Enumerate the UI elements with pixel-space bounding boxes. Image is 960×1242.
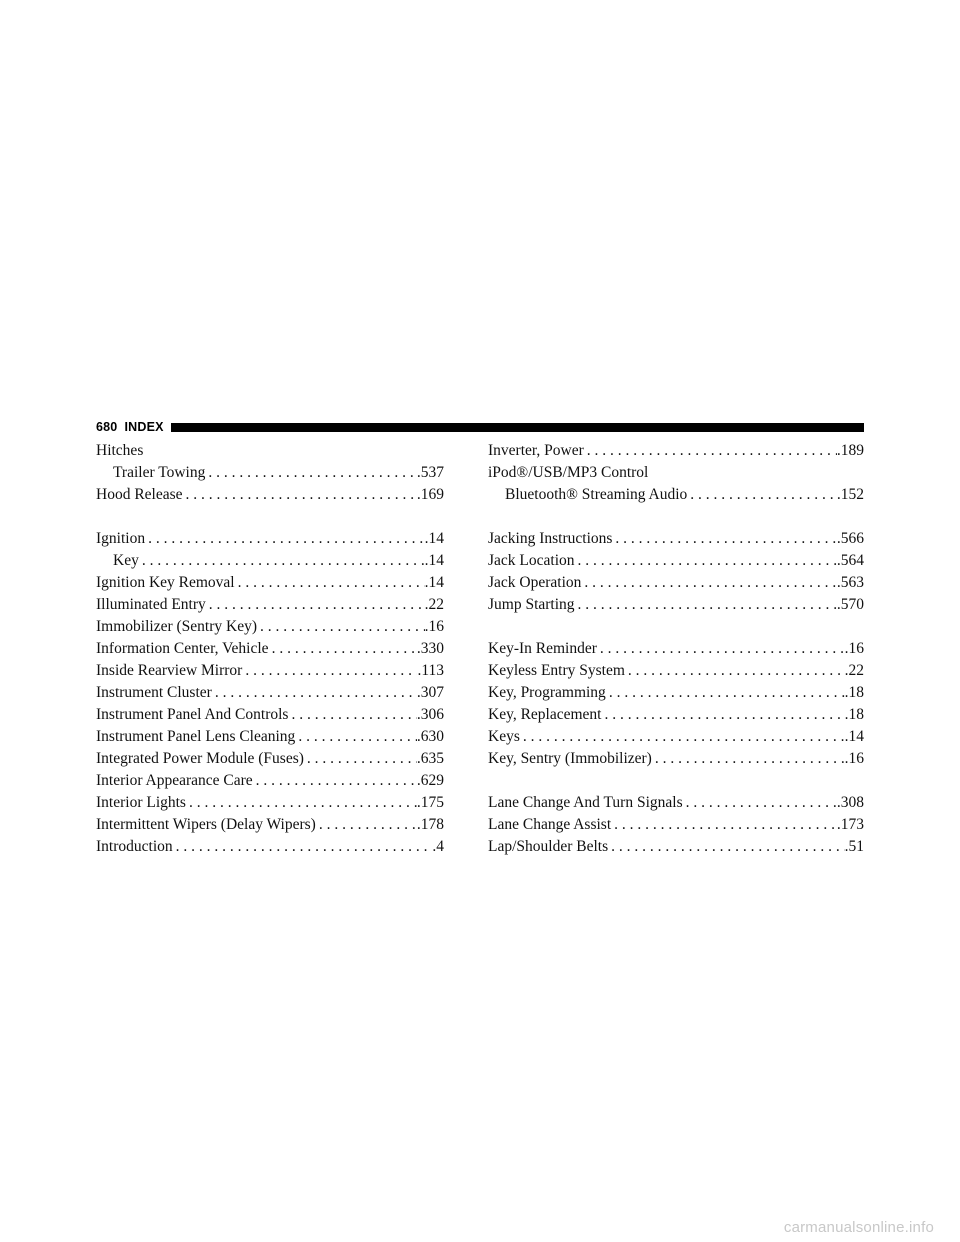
index-page-ref: .16 xyxy=(424,618,444,635)
index-term: Lap/Shoulder Belts xyxy=(488,838,609,855)
dot-leader xyxy=(272,638,417,660)
index-entry xyxy=(96,748,444,770)
index-term: Keys xyxy=(488,728,520,745)
dot-leader xyxy=(148,528,425,550)
dot-leader xyxy=(690,484,837,506)
index-term: iPod®/USB/MP3 Control xyxy=(488,464,649,481)
index-page-ref: .630 xyxy=(416,728,444,745)
index-page-ref: .14 xyxy=(424,552,444,569)
index-page-ref: .307 xyxy=(416,684,444,701)
index-column-left xyxy=(96,440,444,858)
index-term: Instrument Panel Lens Cleaning xyxy=(96,728,296,745)
index-entry xyxy=(488,462,864,484)
index-term: Interior Appearance Care xyxy=(96,772,253,789)
index-term: Instrument Cluster xyxy=(96,684,212,701)
dot-leader xyxy=(655,748,845,770)
index-term: Instrument Panel And Controls xyxy=(96,706,289,723)
index-entry xyxy=(96,572,444,594)
index-term: Jack Operation xyxy=(488,574,582,591)
dot-leader xyxy=(260,616,425,638)
dot-leader xyxy=(578,550,837,572)
watermark: carmanualsonline.info xyxy=(783,1219,934,1236)
index-term: Integrated Power Module (Fuses) xyxy=(96,750,304,767)
index-term: Jack Location xyxy=(488,552,575,569)
index-entry xyxy=(488,726,864,748)
index-spacer xyxy=(488,770,864,792)
index-page-ref: .175 xyxy=(416,794,444,811)
dot-leader xyxy=(604,704,844,726)
index-entry xyxy=(488,682,864,704)
index-entry xyxy=(96,726,444,748)
index-term: Introduction xyxy=(96,838,173,855)
index-term: Key, Replacement xyxy=(488,706,602,723)
index-term: Inside Rearview Mirror xyxy=(96,662,243,679)
index-term: Jump Starting xyxy=(488,596,575,613)
index-page-ref: .178 xyxy=(416,816,444,833)
index-entry xyxy=(96,814,444,836)
index-page-ref: .169 xyxy=(416,486,444,503)
dot-leader xyxy=(176,836,433,858)
dot-leader xyxy=(587,440,837,462)
index-entry xyxy=(488,836,864,858)
index-page-ref: .16 xyxy=(844,750,864,767)
dot-leader xyxy=(578,594,837,616)
index-page-ref: .22 xyxy=(844,662,864,679)
index-entry xyxy=(96,682,444,704)
dot-leader xyxy=(523,726,845,748)
dot-leader xyxy=(319,814,417,836)
index-entry xyxy=(488,792,864,814)
index-page-ref: .14 xyxy=(424,530,444,547)
index-page-ref: .4 xyxy=(432,838,444,855)
index-term: Interior Lights xyxy=(96,794,186,811)
index-entry xyxy=(96,484,444,506)
index-page-ref: .635 xyxy=(416,750,444,767)
dot-leader xyxy=(686,792,837,814)
page-number: 680 xyxy=(96,420,118,434)
index-entry xyxy=(488,572,864,594)
section-title: INDEX xyxy=(124,420,164,434)
index-entry xyxy=(96,440,444,462)
dot-leader xyxy=(611,836,845,858)
index-spacer xyxy=(488,616,864,638)
dot-leader xyxy=(609,682,845,704)
dot-leader xyxy=(238,572,425,594)
index-term: Hitches xyxy=(96,442,144,459)
index-entry xyxy=(488,814,864,836)
index-subentry xyxy=(488,484,864,506)
index-page-ref: .189 xyxy=(836,442,864,459)
index-entry xyxy=(96,770,444,792)
dot-leader xyxy=(186,484,417,506)
dot-leader xyxy=(615,528,836,550)
index-entry xyxy=(488,638,864,660)
index-subentry xyxy=(96,550,444,572)
dot-leader xyxy=(600,638,845,660)
index-subentry xyxy=(96,462,444,484)
index-page-ref: .306 xyxy=(416,706,444,723)
index-entry xyxy=(488,594,864,616)
index-entry xyxy=(96,792,444,814)
index-entry xyxy=(96,660,444,682)
dot-leader xyxy=(584,572,836,594)
index-entry xyxy=(488,550,864,572)
index-term: Key xyxy=(113,552,139,569)
index-term: Hood Release xyxy=(96,486,183,503)
index-spacer xyxy=(96,506,444,528)
dot-leader xyxy=(291,704,416,726)
index-term: Illuminated Entry xyxy=(96,596,206,613)
page-header xyxy=(96,418,864,436)
index-page-ref: .537 xyxy=(416,464,444,481)
index-page-ref: .152 xyxy=(836,486,864,503)
index-entry xyxy=(96,638,444,660)
index-page-ref: .16 xyxy=(844,640,864,657)
index-spacer xyxy=(488,506,864,528)
index-term: Immobilizer (Sentry Key) xyxy=(96,618,257,635)
index-page-ref: .564 xyxy=(836,552,864,569)
dot-leader xyxy=(256,770,417,792)
dot-leader xyxy=(614,814,837,836)
index-page-ref: .308 xyxy=(836,794,864,811)
index-entry xyxy=(488,748,864,770)
index-page-ref: .566 xyxy=(836,530,864,547)
index-entry xyxy=(96,594,444,616)
index-page-ref: .14 xyxy=(424,574,444,591)
index-page-ref: .113 xyxy=(417,662,444,679)
index-entry xyxy=(96,836,444,858)
dot-leader xyxy=(298,726,417,748)
index-term: Intermittent Wipers (Delay Wipers) xyxy=(96,816,316,833)
index-entry xyxy=(488,440,864,462)
index-page-ref: .51 xyxy=(844,838,864,855)
dot-leader xyxy=(208,462,417,484)
dot-leader xyxy=(142,550,425,572)
index-entry xyxy=(488,704,864,726)
index-entry xyxy=(96,704,444,726)
index-term: Key, Programming xyxy=(488,684,606,701)
index-term: Jacking Instructions xyxy=(488,530,613,547)
index-term: Bluetooth® Streaming Audio xyxy=(505,486,688,503)
index-page-ref: .22 xyxy=(424,596,444,613)
dot-leader xyxy=(209,594,425,616)
index-term: Information Center, Vehicle xyxy=(96,640,269,657)
index-term: Inverter, Power xyxy=(488,442,584,459)
dot-leader xyxy=(189,792,417,814)
index-page-ref: .563 xyxy=(836,574,864,591)
index-page-ref: .629 xyxy=(416,772,444,789)
dot-leader xyxy=(307,748,417,770)
index-term: Lane Change And Turn Signals xyxy=(488,794,683,811)
dot-leader xyxy=(245,660,417,682)
index-term: Lane Change Assist xyxy=(488,816,612,833)
index-term: Ignition xyxy=(96,530,146,547)
index-term: Ignition Key Removal xyxy=(96,574,235,591)
index-page-ref: .570 xyxy=(836,596,864,613)
header-rule xyxy=(171,423,864,432)
dot-leader xyxy=(628,660,845,682)
index-page-ref: .14 xyxy=(844,728,864,745)
dot-leader xyxy=(215,682,417,704)
index-page-ref: .330 xyxy=(416,640,444,657)
index-page-ref: .173 xyxy=(836,816,864,833)
index-term: Trailer Towing xyxy=(113,464,206,481)
index-page-ref: .18 xyxy=(844,684,864,701)
index-entry xyxy=(96,616,444,638)
index-term: Keyless Entry System xyxy=(488,662,625,679)
index-entry xyxy=(488,660,864,682)
index-entry xyxy=(488,528,864,550)
index-term: Key, Sentry (Immobilizer) xyxy=(488,750,652,767)
index-column-right xyxy=(488,440,864,858)
index-term: Key-In Reminder xyxy=(488,640,597,657)
index-page-ref: .18 xyxy=(844,706,864,723)
index-entry xyxy=(96,528,444,550)
